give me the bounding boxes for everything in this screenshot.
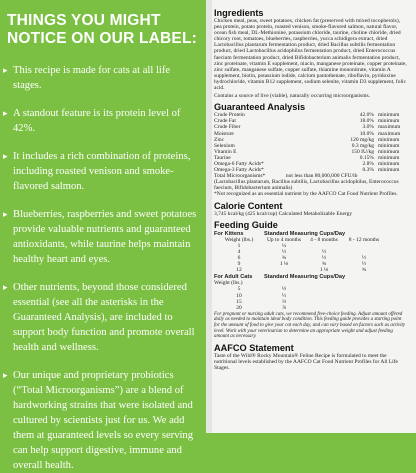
ga-value: 120 mg/kg xyxy=(350,136,374,143)
kitten-cell: 1 ⅛ xyxy=(319,267,329,274)
microorganisms-note: (Lactobacillus plantarum, Bacillus subtilis, Lactobacillus acidophilus, Enterococcus faecium, Bifidobacterium animalis) xyxy=(214,179,399,192)
adult-cell: ⅔ xyxy=(281,298,287,305)
nutrition-label xyxy=(206,0,416,433)
kitten-cell: ½ xyxy=(281,248,287,255)
kitten-cell: ½ xyxy=(361,255,367,261)
kitten-col: 4 - 8 months xyxy=(310,236,338,243)
kitten-cell: 1 ⅛ xyxy=(279,261,289,268)
ingredients-heading: Ingredients xyxy=(214,8,264,18)
guaranteed-analysis-heading: Guaranteed Analysis xyxy=(214,102,306,113)
ga-qualifier: minimum xyxy=(378,167,400,174)
ga-value: 0.15% xyxy=(359,154,374,161)
bullet-item xyxy=(3,149,200,194)
kitten-cell: ¾ xyxy=(321,261,327,268)
kitten-cell: 6 xyxy=(237,255,241,261)
ga-qualifier: minimum xyxy=(378,160,400,167)
ga-qualifier: minimum xyxy=(378,148,400,155)
feeding-guide-heading: Feeding Guide xyxy=(214,219,278,230)
bullet-text: Blueberries, raspberries and sweet potatoes provide valuable nutrients and guaranteed antioxidants, while taurine helps maintain healthy heart and eyes. xyxy=(13,209,197,265)
arrow-icon: ▸ xyxy=(3,370,8,380)
ga-nutrient: Moisture xyxy=(214,130,234,137)
kitten-cell: 1 xyxy=(237,242,241,249)
adults-header: For Adult Cats xyxy=(214,274,253,281)
arrow-icon: ▸ xyxy=(3,282,8,292)
ga-qualifier: maximum xyxy=(378,124,401,131)
ingredients-text: Chicken meal, peas, sweet potatoes, chicken fat (preserved with mixed tocopherols), pea protein, potato protein, roasted venison, smoke-flavored salmon, natural flavor, ocean fish meal, DL-Methionine, potassium chloride, taurine, choline chloride, dried chicory root, tomatoes, blueberries, raspberries, yucca schidigera extract, dried Lactobacillus plantarum fermentation product, dried Bacillus subtilis fermentation product, dried Lactobacillus acidophilus fermentation product, dried Enterococcus faecium fermentation product, dried Bifidobacterium animalis fermentation product, zinc proteinate, vitamin E supplement, niacin, manganese proteinate, copper proteinate, zinc sulfate, manganese sulfate, copper sulfate, thiamine mononitrate, vitamin A supplement, biotin, potassium iodide, calcium pantothenate, riboflavin, pyridoxine hydrochloride, vitamin B12 supplement, sodium selenite, vitamin D3 supplement, folic acid. xyxy=(214,18,407,92)
adult-cell: ⅓ xyxy=(281,286,287,293)
adult-weight-label: Weight (lbs.) xyxy=(214,280,243,287)
adult-cell: ⅞ xyxy=(281,304,287,311)
adult-cell: 15 xyxy=(236,298,242,305)
ga-value: 0.3% xyxy=(362,167,374,174)
kittens-header: For Kittens xyxy=(214,230,244,237)
feeding-note: For pregnant or nursing adult cats, we recommend free-choice feeding. Adjust amount offered daily as needed to maintain ideal body condition. This feeding guide provides a starting point for the amount of food to give your cat each day, and can vary based on factors such as activity level. Work with your veterinarian to determine an appropriate weight and adjust feeding amount as necessary. xyxy=(214,311,406,340)
bullet-text: It includes a rich combination of proteins, including roasted venison and smoke-flavored salmon. xyxy=(13,151,191,192)
ga-qualifier: minimum xyxy=(378,142,400,149)
ga-nutrient: Taurine xyxy=(214,154,231,161)
bullet-text: Our unique and proprietary probiotics (“Total Microorganisms”) are a blend of hardworking strains that were isolated and cultured by scientists just for us. We add them at guaranteed levels so every serving can help support digestive, immune and overall health. xyxy=(13,370,194,471)
bullet-item xyxy=(3,63,200,93)
kitten-cell: ½ xyxy=(321,248,327,255)
ga-value: 42.0% xyxy=(359,112,374,119)
calorie-heading: Calorie Content xyxy=(214,200,283,211)
ga-qualifier: minimum xyxy=(378,154,400,161)
kitten-rows xyxy=(214,243,408,273)
adult-row xyxy=(214,305,408,311)
ga-nutrient: Zinc xyxy=(214,136,225,143)
kitten-col: 8 - 12 months xyxy=(348,236,380,243)
kitten-cell: ¼ xyxy=(281,242,287,249)
left-info-panel xyxy=(0,0,206,471)
ga-nutrient: Vitamin E xyxy=(214,148,237,155)
feeding-guide xyxy=(214,231,408,311)
arrow-icon: ▸ xyxy=(3,151,8,161)
kitten-row xyxy=(214,267,408,273)
adult-rows xyxy=(214,286,408,310)
ga-qualifier: minimum xyxy=(378,112,400,119)
kitten-cell: ½ xyxy=(361,261,367,268)
aafco-heading: AAFCO Statement xyxy=(214,342,294,353)
bullet-item xyxy=(3,207,200,267)
arrow-icon: ▸ xyxy=(3,209,8,219)
bullet-item xyxy=(3,106,200,136)
kitten-cell xyxy=(264,267,304,273)
bullet-text: Other nutrients, beyond those considered essential (see all the asterisks in the Guaranteed Analysis), are included to support body function and promote overall health and wellness. xyxy=(13,282,195,353)
kitten-cell: 4 xyxy=(237,248,241,255)
ga-value: 150 IU/kg xyxy=(351,148,374,155)
panel-title-line-1: THINGS YOU MIGHT xyxy=(7,12,161,29)
ga-nutrient: Crude Fiber xyxy=(214,124,241,131)
aafco-text: Taste of the Wild® Rocky Mountain® Feline Recipe is formulated to meet the nutritional levels established by the AAFCO Cat Food Nutrient Profiles for All Life Stages. xyxy=(214,352,398,371)
adult-cell: 5 xyxy=(237,286,241,293)
ga-value: 10.0% xyxy=(359,130,374,137)
ga-value: 18.0% xyxy=(359,118,374,125)
ga-value: 3.0% xyxy=(362,124,374,131)
ga-nutrient: Omega-3 Fatty Acids* xyxy=(214,167,264,174)
bullet-list xyxy=(3,63,200,473)
ga-footnote: *Not recognized as an essential nutrient by the AAFCO Cat Food Nutrient Profiles. xyxy=(214,191,398,198)
adult-cell: 20 xyxy=(236,304,242,311)
arrow-icon: ▸ xyxy=(3,65,8,75)
bullet-item xyxy=(3,368,200,473)
ingredients-note: Contains a source of live (viable), naturally occurring microorganisms. xyxy=(214,93,370,100)
panel-title-line-2: NOTICE ON OUR LABEL: xyxy=(7,30,197,47)
ga-qualifier: minimum xyxy=(378,118,400,125)
ga-value: 0.3 mg/kg xyxy=(351,142,374,149)
adult-cell: 10 xyxy=(236,292,242,299)
ga-nutrient: Omega-6 Fatty Acids* xyxy=(214,160,264,167)
ga-qualifier: maximum xyxy=(378,130,401,137)
kitten-cell: ¾ xyxy=(281,255,287,261)
ga-nutrient: Selenium xyxy=(214,142,235,149)
arrow-icon: ▸ xyxy=(3,108,8,118)
kitten-col: Weight (lbs.) xyxy=(224,236,254,243)
kitten-cell: ½ xyxy=(321,255,327,261)
total-microorganisms: Total Microorganisms* not less than 80,000,000 CFU/lb xyxy=(214,173,358,180)
ga-nutrient: Crude Fat xyxy=(214,118,236,125)
guaranteed-analysis-table xyxy=(214,112,408,173)
ga-qualifier: minimum xyxy=(378,136,400,143)
ga-value: 2.8% xyxy=(362,160,374,167)
calorie-text: 3,745 kcal/kg (425 kcal/cup) Calculated Metabolizable Energy xyxy=(214,210,353,217)
kitten-col: Up to 4 months xyxy=(266,236,302,243)
kitten-cell: 12 xyxy=(236,267,242,274)
bullet-text: A standout feature is its protein level of 42%. xyxy=(13,108,181,134)
ga-nutrient: Crude Protein xyxy=(214,112,245,119)
bullet-text: This recipe is made for cats at all life stages. xyxy=(13,65,171,91)
panel-title xyxy=(7,12,200,48)
kitten-cell: 9 xyxy=(237,261,241,268)
adult-cell: ½ xyxy=(281,292,287,299)
cups-header: Standard Measuring Cups/Day xyxy=(264,230,346,237)
kitten-cell: ¾ xyxy=(361,267,367,274)
bullet-item xyxy=(3,280,200,355)
adult-cups-header: Standard Measuring Cups/Day xyxy=(264,274,346,281)
